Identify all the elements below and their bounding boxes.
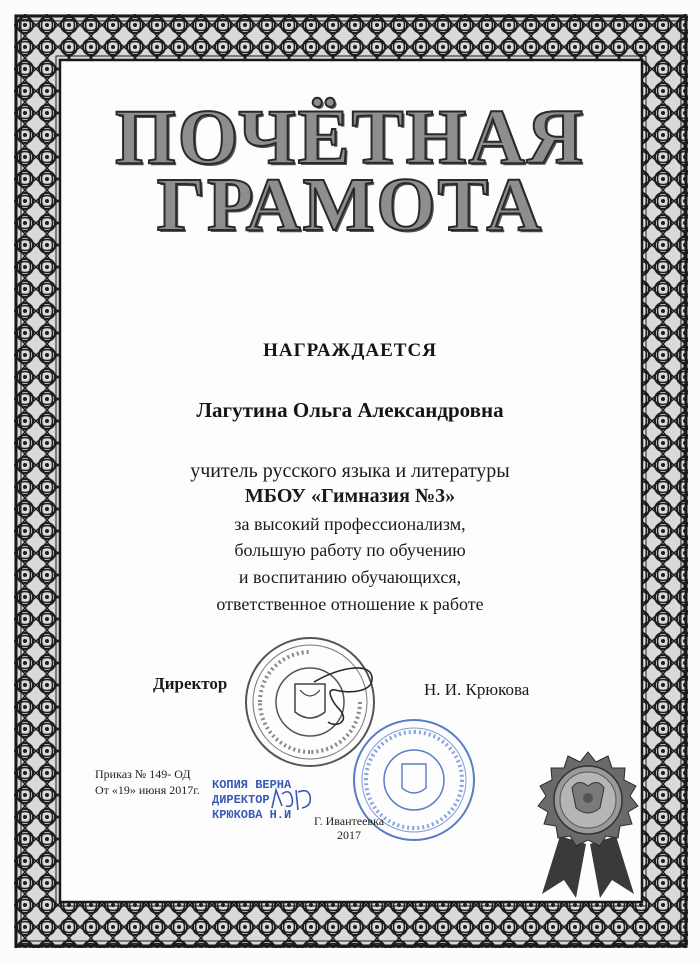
- order-reference: [95, 766, 200, 798]
- reason-line: и воспитанию обучающихся,: [238, 567, 462, 587]
- order-number: Приказ № 149- ОД: [95, 767, 191, 781]
- reason-line: за высокий профессионализм,: [234, 514, 466, 534]
- recipient-name: Лагутина Ольга Александровна: [196, 398, 504, 422]
- copy-stamp-line: КРЮКОВА Н.И: [212, 808, 292, 822]
- reason-line: ответственное отношение к работе: [216, 594, 484, 614]
- city: Г. Ивантеевка: [314, 814, 385, 828]
- school-line: МБОУ «Гимназия №3»: [244, 485, 456, 507]
- copy-signature: [268, 786, 316, 814]
- year: 2017: [337, 828, 362, 842]
- signature-name: Н. И. Крюкова: [424, 680, 530, 699]
- title-line-1: ПОЧЁТНАЯ: [114, 93, 586, 180]
- copy-stamp-line: КОПИЯ ВЕРНА: [212, 778, 292, 792]
- order-date: От «19» июня 2017г.: [95, 783, 200, 797]
- reason-line: большую работу по обучению: [234, 540, 466, 560]
- awarded-heading: НАГРАЖДАЕТСЯ: [263, 340, 437, 361]
- signature-label: Директор: [153, 674, 228, 693]
- city-and-year: [314, 814, 384, 842]
- foil-seal-icon: [528, 748, 648, 898]
- copy-stamp-line: ДИРЕКТОР: [212, 793, 270, 807]
- position-line: учитель русского языка и литературы: [190, 460, 510, 482]
- title-line-2: ГРАМОТА: [156, 163, 544, 247]
